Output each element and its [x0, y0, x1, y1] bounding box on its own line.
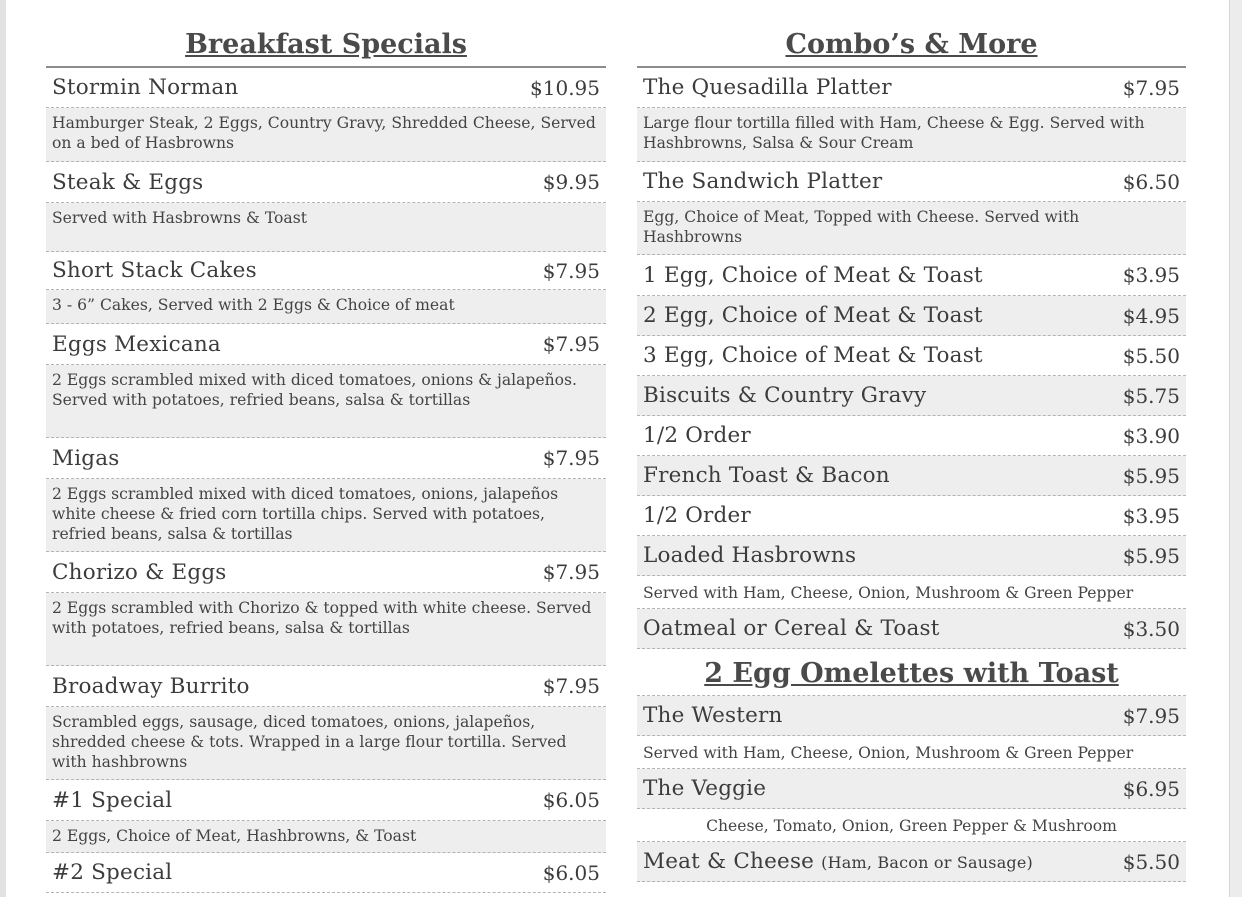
item-price: $6.50 — [1122, 169, 1180, 194]
menu-item-row — [637, 769, 1186, 809]
item-price: $9.95 — [542, 170, 600, 194]
item-price: $7.95 — [1122, 703, 1180, 728]
menu-item-row — [46, 162, 606, 203]
menu-item-row — [637, 336, 1186, 376]
item-description: Scrambled eggs, sausage, diced tomatoes, onions, jalapeños, shredded cheese & tots. Wrapped in a large flour tortilla. Served with hashbrowns — [46, 707, 606, 780]
item-name — [643, 849, 1033, 874]
section-heading-breakfast: Breakfast Specials — [46, 26, 606, 68]
menu-item-row — [637, 456, 1186, 496]
item-price: $7.95 — [542, 258, 600, 283]
menu-item-row — [46, 853, 606, 893]
item-description: Cheese, Tomato, Onion, Green Pepper & Mushroom — [637, 809, 1186, 842]
menu-item-row — [637, 376, 1186, 416]
menu-item-row — [637, 842, 1186, 882]
page-edge-left — [0, 0, 6, 897]
item-price: $6.95 — [1122, 776, 1180, 801]
item-price: $7.95 — [542, 560, 600, 584]
item-name: Migas — [52, 445, 120, 471]
item-price: $3.50 — [1122, 616, 1180, 641]
item-description: 2 Eggs scrambled mixed with diced tomatoes, onions & jalapeños. Served with potatoes, refried beans, salsa & tortillas — [46, 365, 606, 438]
item-price: $5.75 — [1122, 383, 1180, 408]
item-price: $5.95 — [1122, 543, 1180, 568]
item-name: Short Stack Cakes — [52, 258, 257, 283]
item-price: $7.95 — [1122, 75, 1180, 100]
menu-item-row — [46, 324, 606, 365]
menu-item-row — [46, 666, 606, 707]
item-description: Served with Ham, Cheese, Onion, Mushroom & Green Pepper — [637, 736, 1186, 769]
item-name: Stormin Norman — [52, 75, 239, 100]
combos-column — [637, 26, 1186, 882]
menu-item-row — [46, 552, 606, 593]
menu-item-row — [637, 255, 1186, 296]
item-name-text: Meat & Cheese — [643, 849, 815, 874]
item-name: Steak & Eggs — [52, 169, 204, 195]
item-price: $7.95 — [542, 332, 600, 356]
menu-item-row — [637, 496, 1186, 536]
item-price: $6.05 — [542, 860, 600, 885]
item-price: $3.90 — [1122, 423, 1180, 448]
item-name: 2 Egg, Choice of Meat & Toast — [643, 303, 983, 328]
item-description: 3 - 6” Cakes, Served with 2 Eggs & Choice of meat — [46, 290, 606, 324]
item-price: $10.95 — [530, 75, 600, 100]
item-name: 1/2 Order — [643, 423, 751, 448]
menu-item-row — [637, 536, 1186, 576]
menu-item-row — [637, 696, 1186, 736]
page-edge-right — [1229, 0, 1242, 897]
item-description: 2 Eggs scrambled mixed with diced tomatoes, onions, jalapeños white cheese & fried corn tortilla chips. Served with potatoes, refried beans, salsa & tortillas — [46, 479, 606, 552]
menu-item-row — [637, 416, 1186, 456]
menu-item-row — [637, 609, 1186, 649]
item-name: Eggs Mexicana — [52, 331, 221, 357]
item-price: $5.50 — [1122, 849, 1180, 874]
item-name: #1 Special — [52, 787, 173, 813]
item-price: $7.95 — [542, 446, 600, 470]
item-description: Served with Ham, Cheese, Onion, Mushroom & Green Pepper — [637, 576, 1186, 609]
menu-item-row — [46, 438, 606, 479]
item-price: $3.95 — [1122, 503, 1180, 528]
menu-item-row — [46, 252, 606, 290]
item-description: Large flour tortilla filled with Ham, Cheese & Egg. Served with Hashbrowns, Salsa & Sour Cream — [637, 108, 1186, 162]
menu-item-row — [637, 68, 1186, 108]
item-name: Chorizo & Eggs — [52, 559, 227, 585]
item-name: The Western — [643, 703, 783, 728]
item-name: Broadway Burrito — [52, 673, 250, 699]
section-heading-omelettes: 2 Egg Omelettes with Toast — [637, 651, 1186, 696]
item-price: $3.95 — [1122, 263, 1180, 287]
item-description: Served with Hasbrowns & Toast — [46, 203, 606, 252]
item-name: French Toast & Bacon — [643, 463, 890, 488]
menu-item-row — [46, 780, 606, 821]
item-description: 2 Eggs scrambled with Chorizo & topped with white cheese. Served with potatoes, refried beans, salsa & tortillas — [46, 593, 606, 666]
item-price: $7.95 — [542, 674, 600, 698]
item-name: 1 Egg, Choice of Meat & Toast — [643, 262, 983, 288]
item-name: 3 Egg, Choice of Meat & Toast — [643, 343, 983, 368]
item-price: $6.05 — [542, 788, 600, 812]
item-name: #2 Special — [52, 860, 173, 885]
breakfast-specials-column — [46, 26, 606, 893]
menu-item-row — [637, 162, 1186, 202]
item-description: Hamburger Steak, 2 Eggs, Country Gravy, Shredded Cheese, Served on a bed of Hasbrowns — [46, 108, 606, 162]
item-price: $5.50 — [1122, 343, 1180, 368]
item-name: Loaded Hasbrowns — [643, 543, 857, 568]
item-name: The Sandwich Platter — [643, 169, 883, 194]
item-description: 2 Eggs, Choice of Meat, Hashbrowns, & Toast — [46, 821, 606, 853]
item-name: 1/2 Order — [643, 503, 751, 528]
item-name-note: (Ham, Bacon or Sausage) — [821, 853, 1033, 872]
item-price: $5.95 — [1122, 463, 1180, 488]
item-name: Oatmeal or Cereal & Toast — [643, 616, 940, 641]
item-name: Biscuits & Country Gravy — [643, 383, 927, 408]
menu-item-row — [637, 296, 1186, 336]
item-description: Egg, Choice of Meat, Topped with Cheese. Served with Hashbrowns — [637, 202, 1186, 255]
item-name: The Quesadilla Platter — [643, 75, 892, 100]
menu-item-row — [46, 68, 606, 108]
item-price: $4.95 — [1122, 303, 1180, 328]
item-name: The Veggie — [643, 776, 767, 801]
section-heading-combos: Combo’s & More — [637, 26, 1186, 68]
